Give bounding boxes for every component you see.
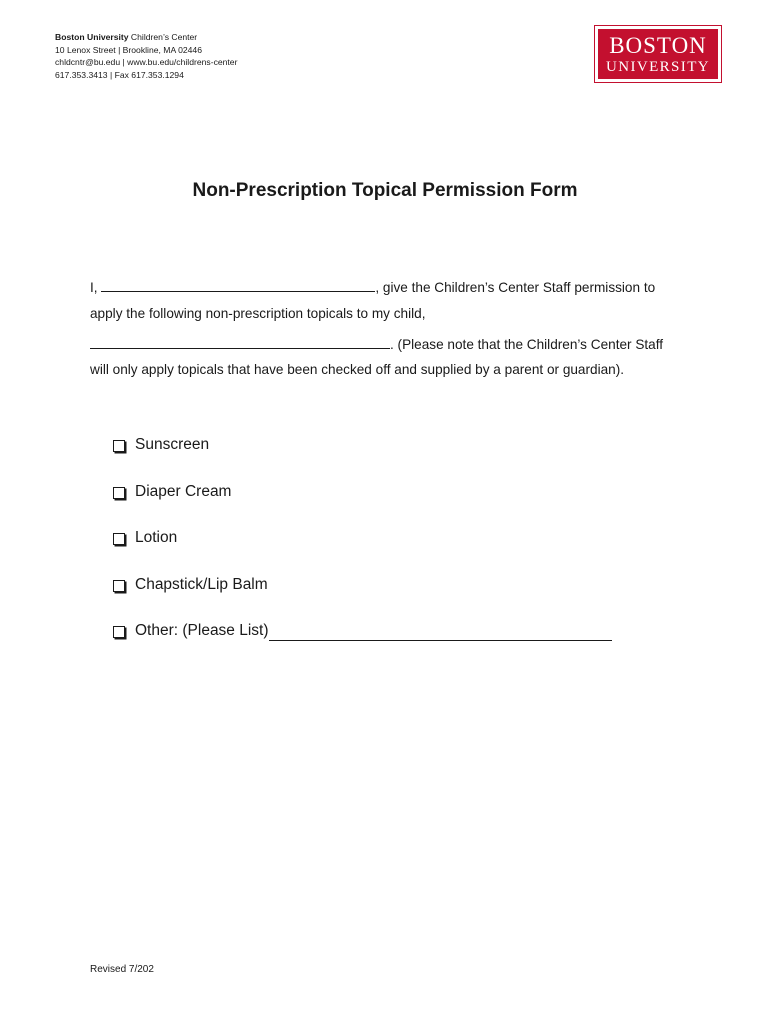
logo-plate bbox=[597, 28, 719, 80]
org-name-line bbox=[55, 31, 237, 44]
letterhead bbox=[55, 31, 237, 81]
body-line-4: will only apply topicals that have been checked off and supplied by a parent or guardian). bbox=[90, 362, 625, 377]
body-line-1-prefix: I, bbox=[90, 280, 102, 295]
logo-text-university: UNIVERSITY bbox=[606, 58, 710, 75]
checkbox-icon[interactable] bbox=[113, 440, 125, 452]
revision-note: Revised 7/202 bbox=[90, 964, 154, 975]
body-line-3 bbox=[90, 334, 663, 352]
checklist-item-diaper-cream[interactable] bbox=[113, 483, 612, 530]
checklist-item-sunscreen[interactable] bbox=[113, 436, 612, 483]
checklist-item-chapstick[interactable] bbox=[113, 576, 612, 623]
form-title: Non-Prescription Topical Permission Form bbox=[192, 180, 578, 201]
checkbox-icon[interactable] bbox=[113, 487, 125, 499]
checklist-label: Diaper Cream bbox=[135, 482, 232, 500]
logo-text-boston: BOSTON bbox=[609, 32, 707, 58]
org-name: Boston University bbox=[55, 32, 129, 42]
checklist-label: Lotion bbox=[135, 529, 178, 546]
checklist-item-other[interactable] bbox=[113, 622, 612, 669]
body-line-3-suffix: . (Please note that the Children’s Center Staff bbox=[390, 337, 664, 352]
boston-university-logo bbox=[594, 25, 722, 83]
checkbox-icon[interactable] bbox=[113, 626, 125, 638]
checklist-item-lotion[interactable] bbox=[113, 529, 612, 576]
org-department: Children’s Center bbox=[128, 32, 198, 42]
checkbox-icon[interactable] bbox=[113, 580, 125, 592]
child-name-field[interactable] bbox=[90, 334, 390, 349]
checklist-label: Chapstick/Lip Balm bbox=[135, 575, 268, 593]
parent-name-field[interactable] bbox=[101, 277, 375, 292]
other-topicals-field[interactable] bbox=[269, 622, 612, 641]
body-line-1-suffix: , give the Children’s Center Staff permission to bbox=[375, 280, 656, 295]
body-line-1 bbox=[90, 277, 655, 295]
body-line-2: apply the following non-prescription topicals to my child, bbox=[90, 306, 426, 321]
checklist-label: Sunscreen bbox=[135, 436, 210, 453]
topicals-checklist bbox=[113, 436, 612, 669]
org-address: 10 Lenox Street | Brookline, MA 02446 bbox=[55, 44, 202, 55]
checklist-label: Other: (Please List) bbox=[135, 622, 269, 639]
org-phone: 617.353.3413 | Fax 617.353.1294 bbox=[55, 69, 184, 80]
org-contact: chldcntr@bu.edu | www.bu.edu/childrens-center bbox=[55, 57, 238, 68]
checkbox-icon[interactable] bbox=[113, 533, 125, 545]
